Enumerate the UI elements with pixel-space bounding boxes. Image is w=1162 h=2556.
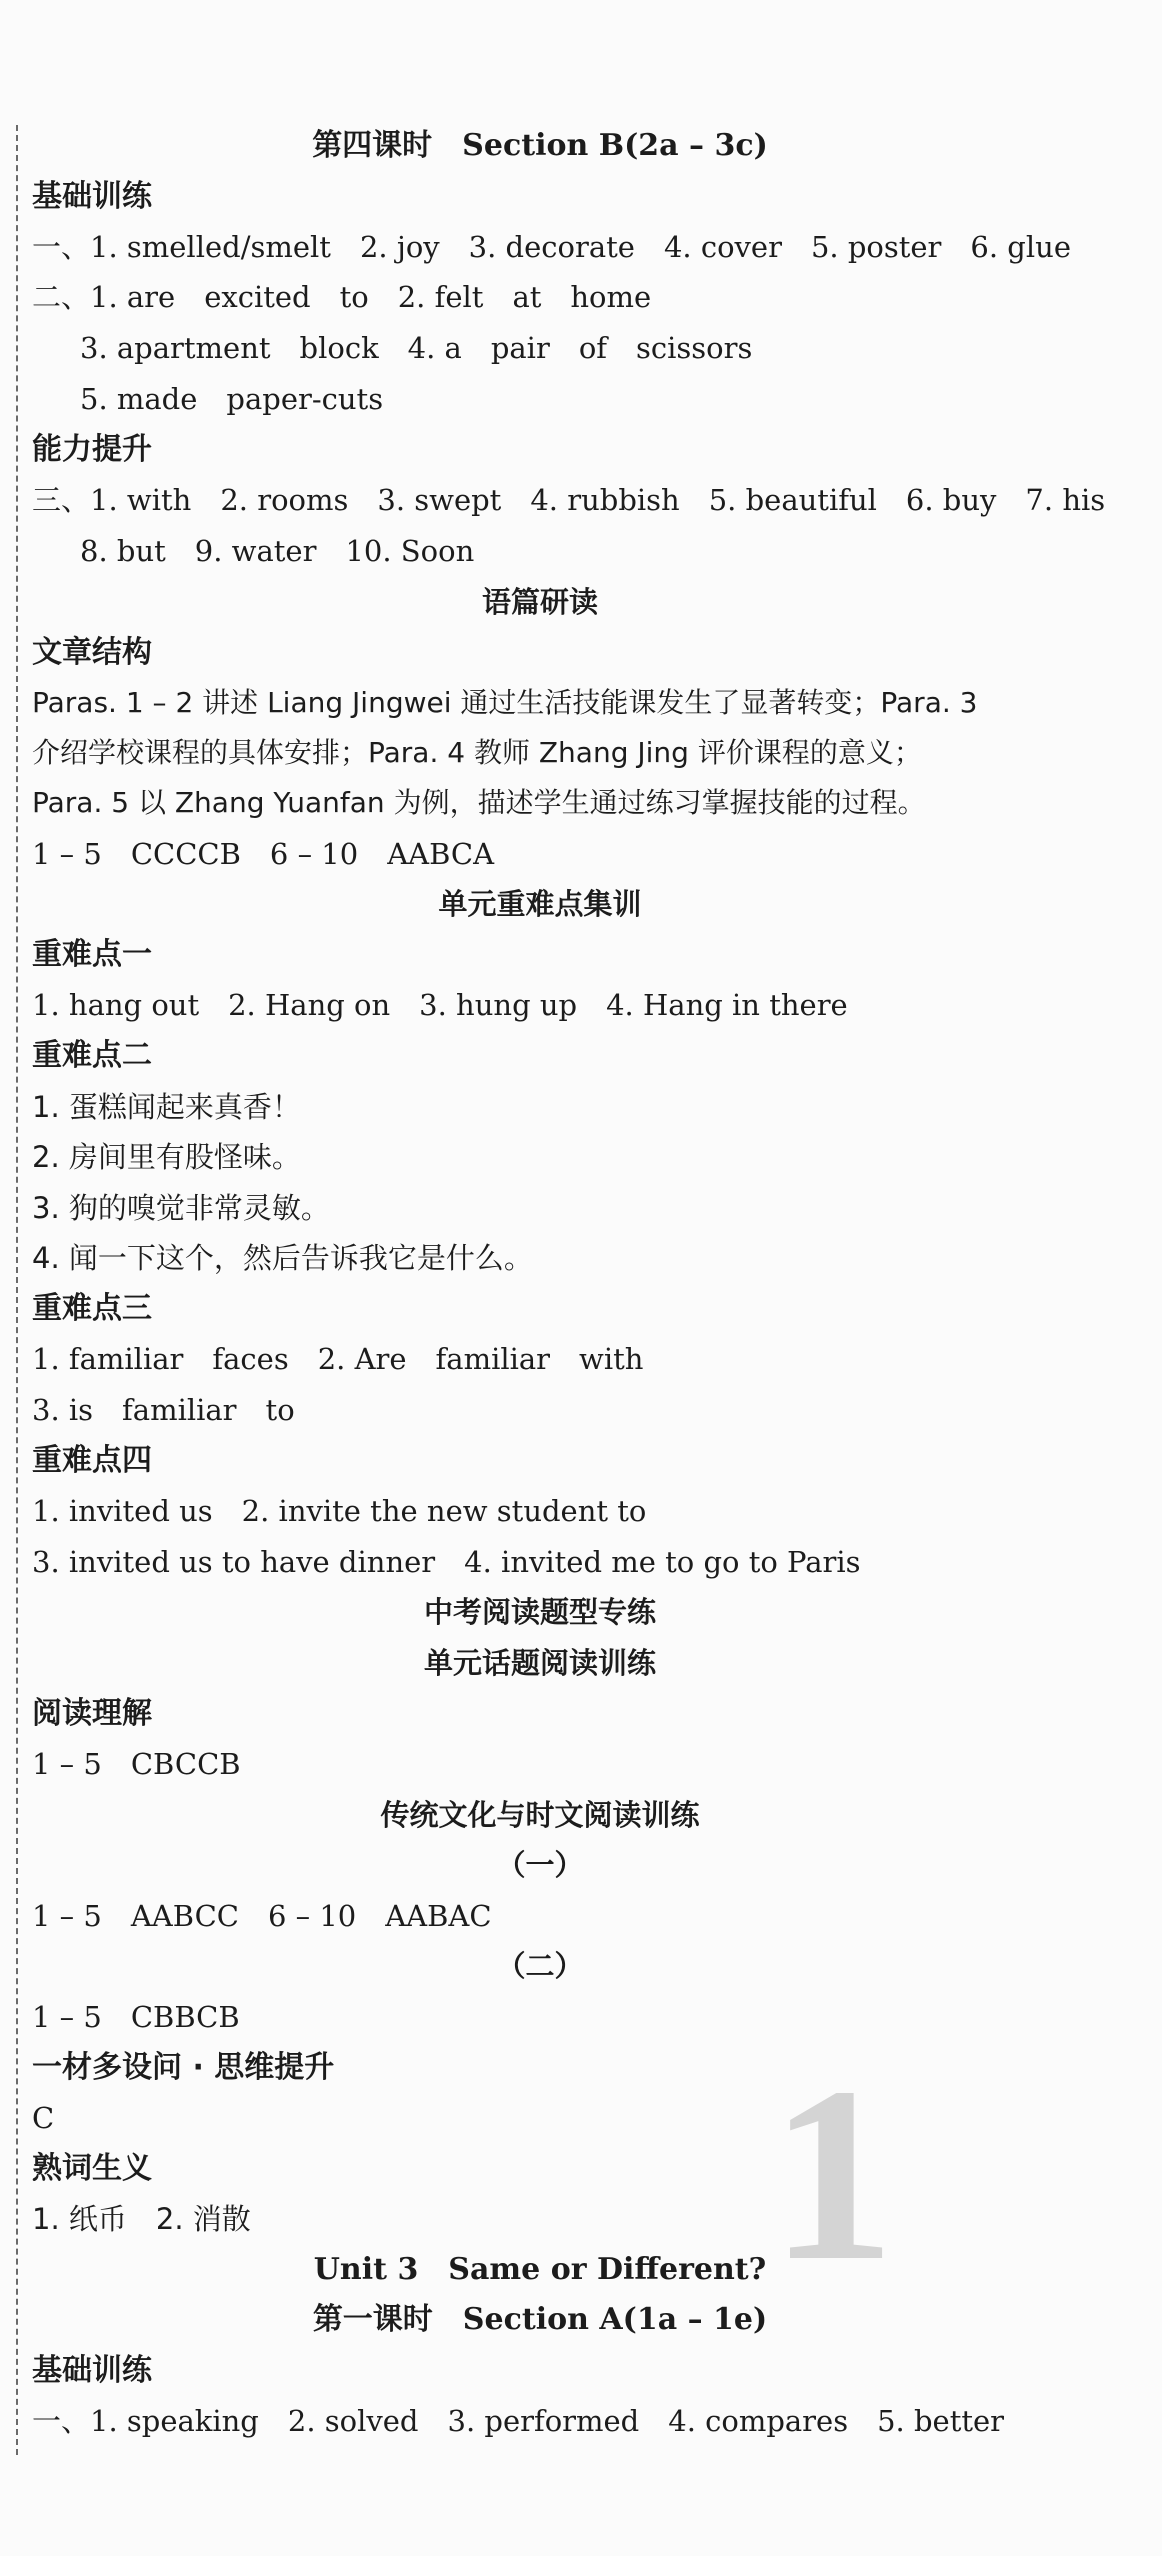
section-heading: 语篇研读 bbox=[481, 585, 598, 619]
structure-text: 介绍学校课程的具体安排；Para. 4 教师 Zhang Jing 评价课程的意义； bbox=[32, 736, 922, 769]
keypoint-heading: 重难点三 bbox=[32, 1291, 152, 1326]
keypoint-heading: 重难点四 bbox=[32, 1443, 152, 1478]
thinking-heading: 一材多设问 · 思维提升 bbox=[32, 2050, 335, 2085]
unit-title: Unit 3 Same or Different? bbox=[313, 2252, 767, 2287]
translation-line: 1. 蛋糕闻起来真香！ bbox=[32, 1090, 301, 1124]
answer-line: 8. but 9. water 10. Soon bbox=[80, 534, 475, 568]
section-heading: 传统文化与时文阅读训练 bbox=[380, 1798, 700, 1832]
ability-heading: 能力提升 bbox=[32, 432, 152, 467]
section-heading: 单元重难点集训 bbox=[438, 887, 642, 921]
keypoint-heading: 重难点二 bbox=[32, 1038, 152, 1073]
word-meaning-heading: 熟词生义 bbox=[32, 2151, 152, 2186]
section-heading: 单元话题阅读训练 bbox=[423, 1646, 656, 1680]
reading-heading: 阅读理解 bbox=[32, 1696, 152, 1731]
answer-line: 一、1. smelled/smelt 2. joy 3. decorate 4. cover 5. poster 6. glue bbox=[32, 230, 1071, 264]
page-number-watermark: 1 bbox=[770, 2036, 895, 2313]
structure-heading: 文章结构 bbox=[32, 635, 152, 670]
answer-line: 1. familiar faces 2. Are familiar with bbox=[32, 1342, 644, 1376]
subsection-heading: （二） bbox=[496, 1949, 584, 1983]
answer-line: 1. 纸币 2. 消散 bbox=[32, 2202, 251, 2236]
basic-training-heading: 基础训练 bbox=[32, 2353, 152, 2388]
lesson1-title: 第一课时 Section A(1a – 1e) bbox=[312, 2302, 768, 2337]
answer-line: 3. invited us to have dinner 4. invited me to go to Paris bbox=[32, 1545, 861, 1579]
subsection-heading: （一） bbox=[496, 1848, 584, 1882]
translation-line: 2. 房间里有股怪味。 bbox=[32, 1140, 301, 1174]
structure-text: Paras. 1 – 2 讲述 Liang Jingwei 通过生活技能课发生了显著转变；Para. 3 bbox=[32, 686, 978, 719]
basic-training-heading: 基础训练 bbox=[32, 179, 152, 214]
lesson4-title: 第四课时 Section B(2a – 3c) bbox=[312, 128, 768, 163]
answer-line: 三、1. with 2. rooms 3. swept 4. rubbish 5. beautiful 6. buy 7. his bbox=[32, 483, 1106, 517]
answer-line: 一、1. speaking 2. solved 3. performed 4. compares 5. better bbox=[32, 2404, 1005, 2438]
dashed-margin-rule bbox=[16, 125, 18, 2455]
answer-line: 3. is familiar to bbox=[32, 1393, 295, 1427]
answer-line: 1. invited us 2. invite the new student to bbox=[32, 1494, 647, 1528]
answer-line: 1 – 5 CCCCB 6 – 10 AABCA bbox=[32, 837, 495, 871]
answer-line: 1 – 5 AABCC 6 – 10 AABAC bbox=[32, 1899, 492, 1933]
translation-line: 3. 狗的嗅觉非常灵敏。 bbox=[32, 1191, 330, 1225]
answer-line: 5. made paper-cuts bbox=[80, 382, 384, 416]
keypoint-heading: 重难点一 bbox=[32, 937, 152, 972]
answer-line: 1 – 5 CBCCB bbox=[32, 1747, 241, 1781]
answer-line: 3. apartment block 4. a pair of scissors bbox=[80, 331, 753, 365]
structure-text: Para. 5 以 Zhang Yuanfan 为例，描述学生通过练习掌握技能的过程。 bbox=[32, 786, 926, 819]
answer-line: 二、1. are excited to 2. felt at home bbox=[32, 280, 652, 314]
translation-line: 4. 闻一下这个，然后告诉我它是什么。 bbox=[32, 1241, 533, 1275]
answer-line: 1 – 5 CBBCB bbox=[32, 2000, 240, 2034]
answer-line: 1. hang out 2. Hang on 3. hung up 4. Hang in there bbox=[32, 988, 848, 1022]
answer-line: C bbox=[32, 2101, 55, 2135]
section-heading: 中考阅读题型专练 bbox=[423, 1595, 656, 1629]
